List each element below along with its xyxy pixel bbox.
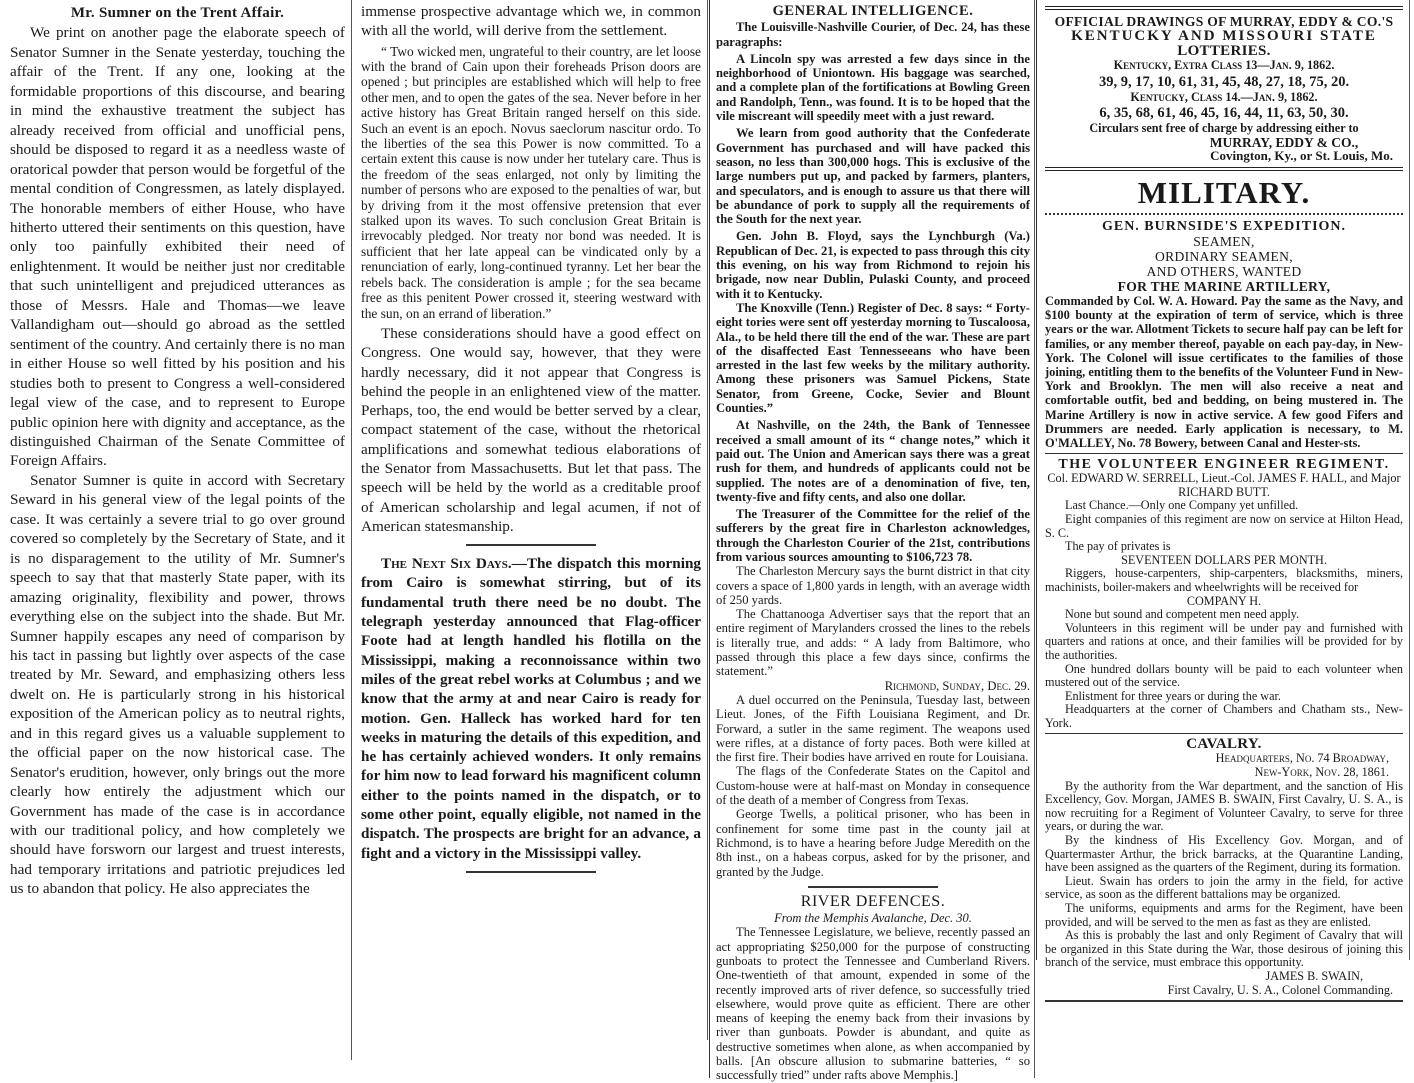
column-sumner-editorial [0, 0, 352, 1060]
section-divider [808, 886, 938, 888]
closing-paragraph: These considerations should have a good effect on Congress. One would say, however, that they were hardly necessary, did it not appear that Congress is behind the people in an enlightened view of the matter. Perhaps, too, the end would be better served by a clear, compact statement of the case, without the rhetorical amplifications and somewhat tedious elaborations of the Senator from Massachusetts. But let that pass. The speech will be held by the world as a creditable proof of American scholarship and legal acumen, if not of American statesmanship. [361, 324, 701, 535]
engineer-trades: Riggers, house-carpenters, ship-carpenters, blacksmiths, miners, machinists, boiler-makers and wheelwrights will be received for [1045, 566, 1403, 594]
intel-paragraph: A Lincoln spy was arrested a few days since in the neighborhood of Uniontown. His baggage was searched, and a complete plan of the fortifications at Bowling Green and Randolph, Tenn., was found. It is to be hoped that the vile miscreant will speedily meet with a just reward. [716, 51, 1030, 124]
engineer-title: THE VOLUNTEER ENGINEER REGIMENT. [1058, 457, 1390, 473]
engineer-line: None but sound and competent men need apply. [1065, 607, 1300, 622]
burnside-line: FOR THE MARINE ARTILLERY, [1117, 278, 1331, 294]
intel-paragraph: The Louisville-Nashville Courier, of Dec. 24, has these paragraphs: [716, 20, 1030, 49]
lottery-class-b: Kentucky, Class 14.—Jan. 9, 1862. [1130, 89, 1318, 104]
richmond-dateline: Richmond, Sunday, Dec. 29. [884, 678, 1030, 693]
continuation-text: immense prospective advantage which we, in common with all the world, will derive from the settlement. [361, 3, 701, 40]
engineer-line: Headquarters at the corner of Chambers and Chatham sts., New-York. [1045, 702, 1403, 730]
sumner-quote: “ Two wicked men, ungrateful to their country, are let loose with the brand of Cain upon their foreheads Prison doors are opened ; but principles are established which will help to free other men, and to open the gates of the sea. Never before in her active history has Great Britain ranged herself on this side. Such an event is an epoch. Novus saeclorum nascitur ordo. To the liberties of the sea this Power is now committed. To a certain extent this cause is now under her tutelary care. Thus is the freedom of the seas enlarged, not only by limiting the number of persons who are exposed to the penalties of war, but by driving from it the most offensive pretension that ever stalked upon its waves. To such conclusion Great Britain is irrevocably pledged. Nor treaty nor bond was needed. It is sufficient that her late appeal can be vindicated only by a renunciation of early, long-continued tyranny. Let her bear the rebels back. The consideration is ample ; for the sea became free as this penitent Power crossed it, steering westward with the sun, on an errand of liberation.” [361, 43, 701, 321]
cavalry-ad [1045, 737, 1403, 997]
cavalry-paragraph: By the kindness of His Excellency Gov. Morgan, and of Quartermaster Arthur, the brick barracks, at the Quarantine Landing, have been assigned as the quarters of the Regiment, during its formation. [1045, 833, 1403, 875]
cavalry-paragraph: The uniforms, equipments and arms for the Regiment, have been provided, and will be served to the men as fast as they are enlisted. [1045, 901, 1403, 929]
engineer-companies: Eight companies of this regiment are now on service at Hilton Head, S. C. [1045, 511, 1403, 540]
intel-paragraph: We learn from good authority that the Confederate Government has purchased and will have packed this season, no less than 300,000 hogs. This is exclusive of the large numbers put up, and packed by farmers, planters, and speculators, and is enough to assure us that there will be abundance of pork to supply all the requirements of the South for the next year. [716, 126, 1030, 227]
engineer-company: COMPANY H. [1186, 593, 1262, 608]
intel-paragraph: George Twells, a political prisoner, who has been in confinement for some time past in the county jail at Richmond, is to have a hearing before Judge Meredith on the 8th inst., on a habeas corpus, asked for by the prisoner, and granted by the Judge. [716, 807, 1030, 879]
intel-paragraph: A duel occurred on the Peninsula, Tuesday last, between Lieut. Jones, of the Fifth Louisiana Regiment, and Dr. Forward, a sutler in the same regiment. The weapons used were rifles, at a distance of forty paces. Both were killed at the first fire. Their bodies have arrived en route for Louisiana. [716, 692, 1030, 765]
column-advertisements [1036, 0, 1410, 997]
burnside-title: GEN. BURNSIDE'S EXPEDITION. [1101, 218, 1347, 234]
rule [1045, 1000, 1403, 1002]
cavalry-hq-date: New-York, Nov. 28, 1861. [1254, 765, 1389, 780]
next-six-days-article [361, 554, 701, 863]
engineer-officers: Col. EDWARD W. SERRELL, Lieut.-Col. JAMES F. HALL, and Major RICHARD BUTT. [1047, 471, 1401, 499]
cavalry-signature-title: First Cavalry, U. S. A., Colonel Commanding. [1167, 982, 1393, 997]
burnside-body: Commanded by Col. W. A. Howard. Pay the same as the Navy, and $100 bounty at the expiration of term of service, which is three years or the war. Allotment Tickets to secure half pay can be left for families, or any member thereof, payable on each pay-day, in New-York. The Colonel will issue certificates to the families of those joining, entitling them to the benefits of the Volunteer Fund in New-York and Brooklyn. The men will also receive a neat and comfortable outfit, bed and bedding, on being mustered in. The Marine Artillery is now in active service. A few good Fifers and Drummers are needed. Early application is necessary, to M. O'MALLEY, No. 78 Bowery, between Canal and Hester-sts. [1045, 293, 1403, 450]
lottery-company: MURRAY, EDDY & CO., [1209, 134, 1359, 150]
lottery-ad [1045, 14, 1403, 163]
lottery-numbers-a: 39, 9, 17, 10, 61, 31, 45, 48, 27, 18, 75, 20. [1098, 73, 1350, 90]
river-defences-body: The Tennessee Legislature, we believe, recently passed an act appropriating $250,000 for the purpose of constructing gunboats to protect the Tennessee and Cumberland Rivers. One-twentieth of that amount, expended in some of the recently improved arts of river defence, so successfully tried elsewhere, would prove quite as efficient. There are other means of keeping the enemy back from their invasions by river than gunboats. Powder is abundant, and quite as destructive sometimes when alone, as when accompanied by balls. [An obscure allusion to submarine batteries, “ so successfully tried” under rafts above Memphis.] [716, 925, 1030, 1083]
rule [1045, 453, 1403, 454]
rule [1045, 167, 1403, 171]
engineer-line: Volunteers in this regiment will be under pay and furnished with quarters and rations at once, and their families will be provided for by the authorities. [1045, 620, 1403, 662]
cavalry-title: CAVALRY. [1186, 736, 1262, 753]
rule [1045, 733, 1403, 734]
column-editorial-continued [353, 0, 708, 1040]
lottery-numbers-b: 6, 35, 68, 61, 46, 45, 16, 44, 11, 63, 50, 30. [1099, 105, 1349, 122]
paragraph: We print on another page the elaborate speech of Senator Sumner in the Senate yesterday, touching the affair of the Trent. If any one, looking at the formidable proportions of this discourse, and bearing in mind the exhaustive treatment the subject has already received from official and unofficial pens, should be disposed to regard it as a needless waste of oratorical powder that person would be forgetful of the mental condition of Congressmen, as lately displayed. The honorable members of either House, who have hitherto uttered their sentiments on this question, have only too painfully exhibited their need of enlightenment. It would be neither just nor creditable that such unintelligent and prejudiced utterances as those of Messrs. Hale and Thomas—we leave Vallandigham out—should go abroad as the settled sentiment of the country. And certainly there is no man in either House so well fitted by his position and his studies both to present to Congress a well-considered legal view of the case, and to represent to Europe public opinion here with dignity and acceptance, as the distinguished Chairman of the Senate Committee of Foreign Affairs. [10, 24, 345, 470]
lottery-location: Covington, Ky., or St. Louis, Mo. [1210, 148, 1393, 164]
paragraph: Senator Sumner is quite in accord with Secretary Seward in his general view of the legal points of the case. It was certainly a severe trial to go over ground covered so completely by the Secretary of State, and it is no disparagement to the utility of Mr. Sumner's speech to say that that masterly State paper, with its amazing originality, flexibility and power, throws everything else on the subject into the shade. But Mr. Sumner happily escapes any need of comparison by his tact in passing but lightly over aspects of the case treated by Mr. Seward, and emphasizing others less dwelt on. He is particularly strong in his historical exposition of the American policy as to neutral rights, and in this regard gives us a valuable supplement to the official paper on the now historical case. The Senator's erudition, however, only brings out the more clearly how entirely the adjustment which our Government has made of the case is in accordance with our traditional policy, and how completely we should have forsworn our largest and truest interests, had temporary irritations and patriotic prejudices led us to abandon that policy. He also appreciates the [10, 471, 345, 898]
rule [1045, 213, 1403, 215]
lottery-circulars: Circulars sent free of charge by addressing either to [1089, 121, 1359, 136]
section-divider [466, 544, 596, 546]
intel-paragraph: The Chattanooga Advertiser says that the report that an entire regiment of Marylanders crossed the lines to the rebels is literally true, and adds: “ A lady from Baltimore, who passed through this place a few days since, confirms the statement.” [716, 607, 1030, 679]
section-divider [466, 871, 596, 873]
cavalry-paragraph: As this is probably the last and only Regiment of Cavalry that will be organized in this State during the War, those desirous of joining this branch of the service, must embrace this opportunity. [1045, 928, 1403, 970]
headline-sumner-trent: Mr. Sumner on the Trent Affair. [70, 5, 285, 21]
engineer-line: Enlistment for three years or during the war. [1065, 688, 1281, 703]
column-general-intelligence [709, 0, 1035, 1083]
next-six-days-title: The Next Six Days. [381, 555, 512, 573]
burnside-ad [1045, 219, 1403, 450]
intel-paragraph: The Treasurer of the Committee for the relief of the sufferers by the great fire in Charleston acknowledges, through the Charleston Courier of the 21st, contributions from various sources amounting to $106,723 78. [716, 507, 1030, 564]
rule [1045, 6, 1403, 10]
lottery-title: OFFICIAL DRAWINGS OF MURRAY, EDDY & CO.'S [1054, 14, 1394, 29]
burnside-line: AND OTHERS, WANTED [1146, 263, 1302, 279]
cavalry-paragraph: By the authority from the War department, and the sanction of His Excellency, Gov. Morgan, JAMES B. SWAIN, First Cavalry, U. S. A., is now recruiting for a Regiment of Volunteer Cavalry, to serve for three years, or during the war. [1045, 778, 1403, 834]
burnside-line: SEAMEN, [1193, 233, 1255, 249]
headline-river-defences: RIVER DEFENCES. [800, 892, 946, 910]
lottery-title: LOTTERIES. [1177, 43, 1271, 59]
intel-paragraph: The flags of the Confederate States on the Capitol and Custom-house were at half-mast on Monday in consequence of the death of a member of Congress from Texas. [716, 764, 1030, 808]
cavalry-signature: JAMES B. SWAIN, [1265, 968, 1363, 983]
engineer-line: One hundred dollars bounty will be paid to each volunteer when mustered out of the service. [1045, 661, 1403, 690]
engineer-ad [1045, 457, 1403, 730]
engineer-pay-intro: The pay of privates is [1065, 539, 1171, 554]
headline-general-intelligence: GENERAL INTELLIGENCE. [772, 3, 974, 19]
engineer-pay: SEVENTEEN DOLLARS PER MONTH. [1121, 552, 1327, 567]
military-heading: MILITARY. [1137, 174, 1311, 210]
next-six-days-body: —The dispatch this morning from Cairo is somewhat stirring, but of its fundamental truth there need be no doubt. The telegraph yesterday announced that Flag-officer Foote had at length handled his flotilla on the Mississippi, making a reconnoissance within two miles of the great rebel works at Columbus ; and we know that the army at and near Cairo is ready for motion. Gen. Halleck has worked hard for ten weeks in maturing the details of this expedition, and he has certainly achieved wonders. It only remains for him now to lead forward his magnificent column either to the points named in the dispatch, or to some other point, equally eligible, not named in the dispatch. The prospects are bright for an advance, a fight and a victory in the Mississippi valley. [361, 555, 701, 862]
intel-paragraph: The Knoxville (Tenn.) Register of Dec. 8 says: “ Forty-eight tories were sent off yesterday morning to Tuscaloosa, Ala., to be held there till the end of the war. These are part of the disaffected East Tennesseeans who have been arrested in the last few weeks by the military authority. Among these prisoners was Samuel Pickens, State Senator, from Greene, Cocke, Sevier and Blount Counties.” [716, 300, 1030, 416]
river-defences-source: From the Memphis Avalanche, Dec. 30. [774, 911, 972, 926]
lottery-class-a: Kentucky, Extra Class 13—Jan. 9, 1862. [1113, 58, 1335, 72]
lottery-title: KENTUCKY AND MISSOURI STATE [1071, 28, 1377, 44]
cavalry-paragraph: Lieut. Swain has orders to join the army in the field, for active service, as soon as the different battalions may be organized. [1045, 873, 1403, 902]
intel-paragraph: Gen. John B. Floyd, says the Lynchburgh (Va.) Republican of Dec. 21, is expected to pass through this city this evening, on his way from Richmond to rejoin his brigade, now near Dublin, Pulaski County, and proceed with it to Kentucky. [716, 229, 1030, 301]
intel-paragraph: The Charleston Mercury says the burnt district in that city covers a space of 1,800 yards in length, with an average width of 250 yards. [716, 564, 1030, 607]
cavalry-hq: Headquarters, No. 74 Broadway, [1215, 751, 1389, 766]
engineer-last-chance: Last Chance.—Only one Company yet unfilled. [1065, 498, 1299, 513]
burnside-line: ORDINARY SEAMEN, [1155, 248, 1293, 264]
intel-paragraph: At Nashville, on the 24th, the Bank of Tennessee received a small amount of its “ change notes,” which it paid out. The Union and American says there was a great rush for them, and hundreds of applicants could not be supplied. The notes are of a denomination of five, ten, twenty-five and fifty cents, and also one dollar. [716, 418, 1030, 504]
